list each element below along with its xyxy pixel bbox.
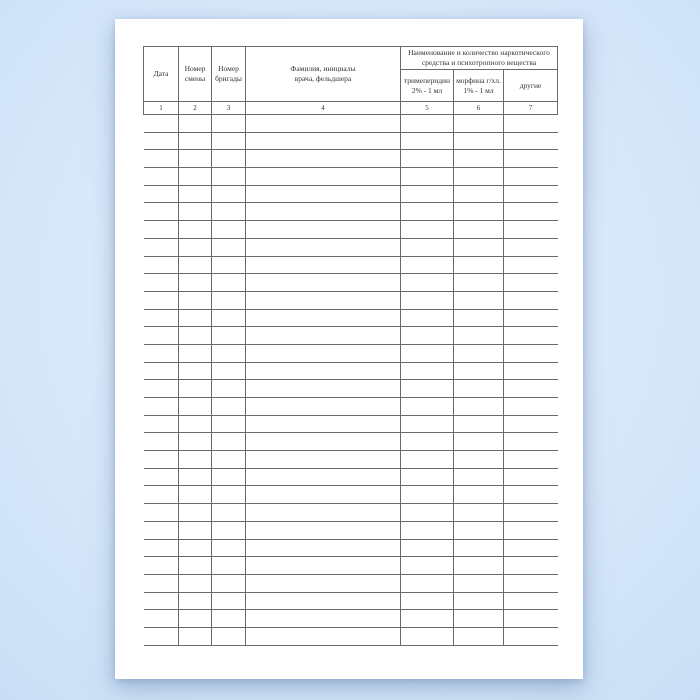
empty-cell	[179, 380, 212, 398]
column-number: 4	[246, 102, 401, 115]
table-row	[144, 168, 558, 186]
table-row	[144, 433, 558, 451]
empty-cell	[246, 344, 401, 362]
table-row	[144, 415, 558, 433]
col-header-narcotics-group: Наименование и количество наркотического средства и психотропного вещества	[401, 47, 558, 70]
empty-cell	[246, 221, 401, 239]
col-header-brigade-number: Номер бригады	[212, 47, 246, 102]
empty-cell	[504, 291, 558, 309]
empty-cell	[504, 380, 558, 398]
empty-cell	[401, 451, 454, 469]
empty-cell	[144, 504, 179, 522]
empty-cell	[454, 291, 504, 309]
empty-cell	[179, 504, 212, 522]
empty-cell	[179, 433, 212, 451]
empty-cell	[179, 132, 212, 150]
empty-cell	[454, 238, 504, 256]
empty-cell	[144, 627, 179, 645]
empty-cell	[401, 150, 454, 168]
empty-cell	[454, 468, 504, 486]
col-header-other: другие	[504, 70, 558, 102]
empty-cell	[212, 309, 246, 327]
empty-cell	[401, 521, 454, 539]
empty-cell	[179, 610, 212, 628]
empty-cell	[144, 132, 179, 150]
empty-cell	[144, 115, 179, 133]
empty-cell	[401, 238, 454, 256]
empty-cell	[401, 592, 454, 610]
empty-cell	[246, 610, 401, 628]
empty-cell	[504, 362, 558, 380]
empty-cell	[179, 592, 212, 610]
empty-cell	[179, 415, 212, 433]
empty-cell	[401, 468, 454, 486]
empty-cell	[454, 451, 504, 469]
empty-cell	[401, 380, 454, 398]
empty-cell	[212, 221, 246, 239]
empty-cell	[504, 274, 558, 292]
empty-cell	[144, 574, 179, 592]
empty-cell	[246, 132, 401, 150]
empty-cell	[144, 344, 179, 362]
empty-cell	[504, 150, 558, 168]
empty-cell	[212, 256, 246, 274]
empty-cell	[401, 115, 454, 133]
empty-cell	[179, 168, 212, 186]
table-row	[144, 539, 558, 557]
empty-cell	[504, 610, 558, 628]
empty-cell	[454, 344, 504, 362]
empty-cell	[144, 398, 179, 416]
empty-cell	[144, 380, 179, 398]
empty-cell	[401, 398, 454, 416]
empty-cell	[504, 256, 558, 274]
empty-cell	[504, 627, 558, 645]
table-row	[144, 610, 558, 628]
empty-cell	[246, 309, 401, 327]
empty-cell	[144, 168, 179, 186]
empty-cell	[212, 610, 246, 628]
empty-cell	[401, 539, 454, 557]
empty-cell	[454, 380, 504, 398]
empty-cell	[179, 185, 212, 203]
table-row	[144, 344, 558, 362]
empty-cell	[246, 168, 401, 186]
empty-cell	[401, 557, 454, 575]
empty-cell	[454, 398, 504, 416]
empty-cell	[144, 274, 179, 292]
empty-cell	[212, 185, 246, 203]
empty-cell	[212, 238, 246, 256]
table-row	[144, 451, 558, 469]
empty-cell	[401, 415, 454, 433]
empty-cell	[179, 150, 212, 168]
empty-cell	[401, 132, 454, 150]
empty-cell	[246, 468, 401, 486]
empty-cell	[212, 574, 246, 592]
empty-cell	[454, 132, 504, 150]
empty-cell	[454, 557, 504, 575]
empty-cell	[454, 203, 504, 221]
empty-cell	[504, 415, 558, 433]
empty-cell	[144, 433, 179, 451]
empty-cell	[179, 486, 212, 504]
table-row	[144, 256, 558, 274]
empty-cell	[504, 115, 558, 133]
empty-cell	[144, 521, 179, 539]
form-table-body	[144, 115, 558, 646]
empty-cell	[401, 344, 454, 362]
empty-cell	[144, 185, 179, 203]
col-header-trimeperidine: тримеперидин 2% - 1 мл	[401, 70, 454, 102]
empty-cell	[246, 274, 401, 292]
col-header-morphine: морфина г/хл. 1% - 1 мл	[454, 70, 504, 102]
registry-form-table	[143, 46, 558, 646]
empty-cell	[504, 132, 558, 150]
empty-cell	[179, 362, 212, 380]
empty-cell	[144, 451, 179, 469]
empty-cell	[179, 309, 212, 327]
empty-cell	[454, 256, 504, 274]
empty-cell	[144, 291, 179, 309]
empty-cell	[401, 256, 454, 274]
empty-cell	[144, 203, 179, 221]
empty-cell	[401, 433, 454, 451]
empty-cell	[504, 168, 558, 186]
empty-cell	[504, 451, 558, 469]
empty-cell	[246, 150, 401, 168]
empty-cell	[246, 504, 401, 522]
column-number: 7	[504, 102, 558, 115]
table-row	[144, 132, 558, 150]
col-header-date	[144, 47, 179, 102]
column-number: 6	[454, 102, 504, 115]
empty-cell	[212, 627, 246, 645]
table-row	[144, 362, 558, 380]
empty-cell	[401, 291, 454, 309]
empty-cell	[212, 504, 246, 522]
empty-cell	[504, 521, 558, 539]
col-header-shift-number: Номер смены	[179, 47, 212, 102]
empty-cell	[454, 521, 504, 539]
table-row	[144, 309, 558, 327]
empty-cell	[401, 504, 454, 522]
empty-cell	[212, 521, 246, 539]
empty-cell	[179, 203, 212, 221]
empty-cell	[179, 274, 212, 292]
empty-cell	[212, 433, 246, 451]
empty-cell	[246, 327, 401, 345]
empty-cell	[246, 539, 401, 557]
empty-cell	[212, 327, 246, 345]
table-row	[144, 150, 558, 168]
table-row	[144, 592, 558, 610]
empty-cell	[454, 150, 504, 168]
empty-cell	[212, 539, 246, 557]
empty-cell	[212, 362, 246, 380]
empty-cell	[144, 362, 179, 380]
empty-cell	[454, 610, 504, 628]
empty-cell	[246, 415, 401, 433]
empty-cell	[401, 362, 454, 380]
empty-cell	[144, 539, 179, 557]
empty-cell	[246, 557, 401, 575]
empty-cell	[504, 504, 558, 522]
empty-cell	[454, 592, 504, 610]
empty-cell	[144, 238, 179, 256]
empty-cell	[504, 539, 558, 557]
empty-cell	[504, 468, 558, 486]
empty-cell	[144, 150, 179, 168]
empty-cell	[401, 627, 454, 645]
empty-cell	[454, 433, 504, 451]
empty-cell	[246, 433, 401, 451]
table-row	[144, 327, 558, 345]
table-row	[144, 627, 558, 645]
empty-cell	[401, 274, 454, 292]
table-row	[144, 274, 558, 292]
empty-cell	[401, 185, 454, 203]
empty-cell	[454, 274, 504, 292]
empty-cell	[212, 557, 246, 575]
empty-cell	[454, 115, 504, 133]
empty-cell	[212, 380, 246, 398]
empty-cell	[212, 274, 246, 292]
empty-cell	[179, 327, 212, 345]
table-row	[144, 203, 558, 221]
empty-cell	[454, 309, 504, 327]
empty-cell	[454, 362, 504, 380]
empty-cell	[179, 557, 212, 575]
table-row	[144, 185, 558, 203]
empty-cell	[179, 521, 212, 539]
empty-cell	[504, 221, 558, 239]
table-row	[144, 398, 558, 416]
empty-cell	[246, 185, 401, 203]
empty-cell	[212, 115, 246, 133]
empty-cell	[179, 539, 212, 557]
table-row	[144, 486, 558, 504]
empty-cell	[144, 610, 179, 628]
empty-cell	[504, 398, 558, 416]
paper-sheet	[115, 19, 583, 679]
empty-cell	[454, 415, 504, 433]
empty-cell	[212, 415, 246, 433]
table-row	[144, 238, 558, 256]
empty-cell	[401, 574, 454, 592]
empty-cell	[401, 610, 454, 628]
empty-cell	[212, 451, 246, 469]
table-row	[144, 521, 558, 539]
empty-cell	[179, 468, 212, 486]
empty-cell	[504, 344, 558, 362]
empty-cell	[246, 362, 401, 380]
empty-cell	[454, 185, 504, 203]
empty-cell	[504, 185, 558, 203]
empty-cell	[144, 557, 179, 575]
empty-cell	[179, 451, 212, 469]
empty-cell	[504, 327, 558, 345]
column-number: 5	[401, 102, 454, 115]
column-number: 2	[179, 102, 212, 115]
empty-cell	[504, 203, 558, 221]
empty-cell	[504, 557, 558, 575]
empty-cell	[401, 221, 454, 239]
empty-cell	[212, 398, 246, 416]
empty-cell	[454, 627, 504, 645]
empty-cell	[401, 309, 454, 327]
empty-cell	[504, 592, 558, 610]
empty-cell	[401, 168, 454, 186]
empty-cell	[246, 256, 401, 274]
empty-cell	[179, 627, 212, 645]
empty-cell	[246, 398, 401, 416]
empty-cell	[212, 168, 246, 186]
empty-cell	[504, 486, 558, 504]
empty-cell	[212, 150, 246, 168]
empty-cell	[144, 468, 179, 486]
empty-cell	[144, 327, 179, 345]
empty-cell	[454, 539, 504, 557]
empty-cell	[144, 486, 179, 504]
table-row	[144, 504, 558, 522]
empty-cell	[504, 309, 558, 327]
table-row	[144, 468, 558, 486]
table-row	[144, 557, 558, 575]
empty-cell	[179, 291, 212, 309]
empty-cell	[246, 574, 401, 592]
empty-cell	[179, 398, 212, 416]
empty-cell	[401, 486, 454, 504]
empty-cell	[212, 468, 246, 486]
empty-cell	[179, 115, 212, 133]
empty-cell	[246, 238, 401, 256]
empty-cell	[454, 221, 504, 239]
empty-cell	[454, 168, 504, 186]
empty-cell	[401, 327, 454, 345]
column-numbers-row	[144, 102, 558, 115]
empty-cell	[179, 221, 212, 239]
table-row	[144, 574, 558, 592]
column-number: 3	[212, 102, 246, 115]
empty-cell	[144, 221, 179, 239]
empty-cell	[246, 451, 401, 469]
empty-cell	[212, 486, 246, 504]
empty-cell	[504, 574, 558, 592]
table-row	[144, 380, 558, 398]
empty-cell	[212, 291, 246, 309]
empty-cell	[246, 486, 401, 504]
empty-cell	[246, 627, 401, 645]
empty-cell	[246, 115, 401, 133]
empty-cell	[179, 574, 212, 592]
empty-cell	[144, 592, 179, 610]
empty-cell	[401, 203, 454, 221]
empty-cell	[246, 291, 401, 309]
empty-cell	[454, 574, 504, 592]
empty-cell	[179, 238, 212, 256]
empty-cell	[246, 203, 401, 221]
column-number: 1	[144, 102, 179, 115]
empty-cell	[212, 203, 246, 221]
empty-cell	[454, 486, 504, 504]
table-row	[144, 221, 558, 239]
empty-cell	[144, 256, 179, 274]
table-row	[144, 291, 558, 309]
empty-cell	[212, 592, 246, 610]
col-header-date-label: Дата	[153, 69, 169, 79]
empty-cell	[504, 238, 558, 256]
empty-cell	[504, 433, 558, 451]
empty-cell	[144, 415, 179, 433]
table-row	[144, 115, 558, 133]
empty-cell	[179, 256, 212, 274]
table-header	[144, 47, 558, 115]
col-header-doctor-name: Фамилия, инициалы врача, фельдшера	[246, 47, 401, 102]
empty-cell	[454, 327, 504, 345]
empty-cell	[144, 309, 179, 327]
empty-cell	[454, 504, 504, 522]
empty-cell	[246, 380, 401, 398]
empty-cell	[179, 344, 212, 362]
empty-cell	[246, 521, 401, 539]
empty-cell	[212, 132, 246, 150]
empty-cell	[212, 344, 246, 362]
empty-cell	[246, 592, 401, 610]
